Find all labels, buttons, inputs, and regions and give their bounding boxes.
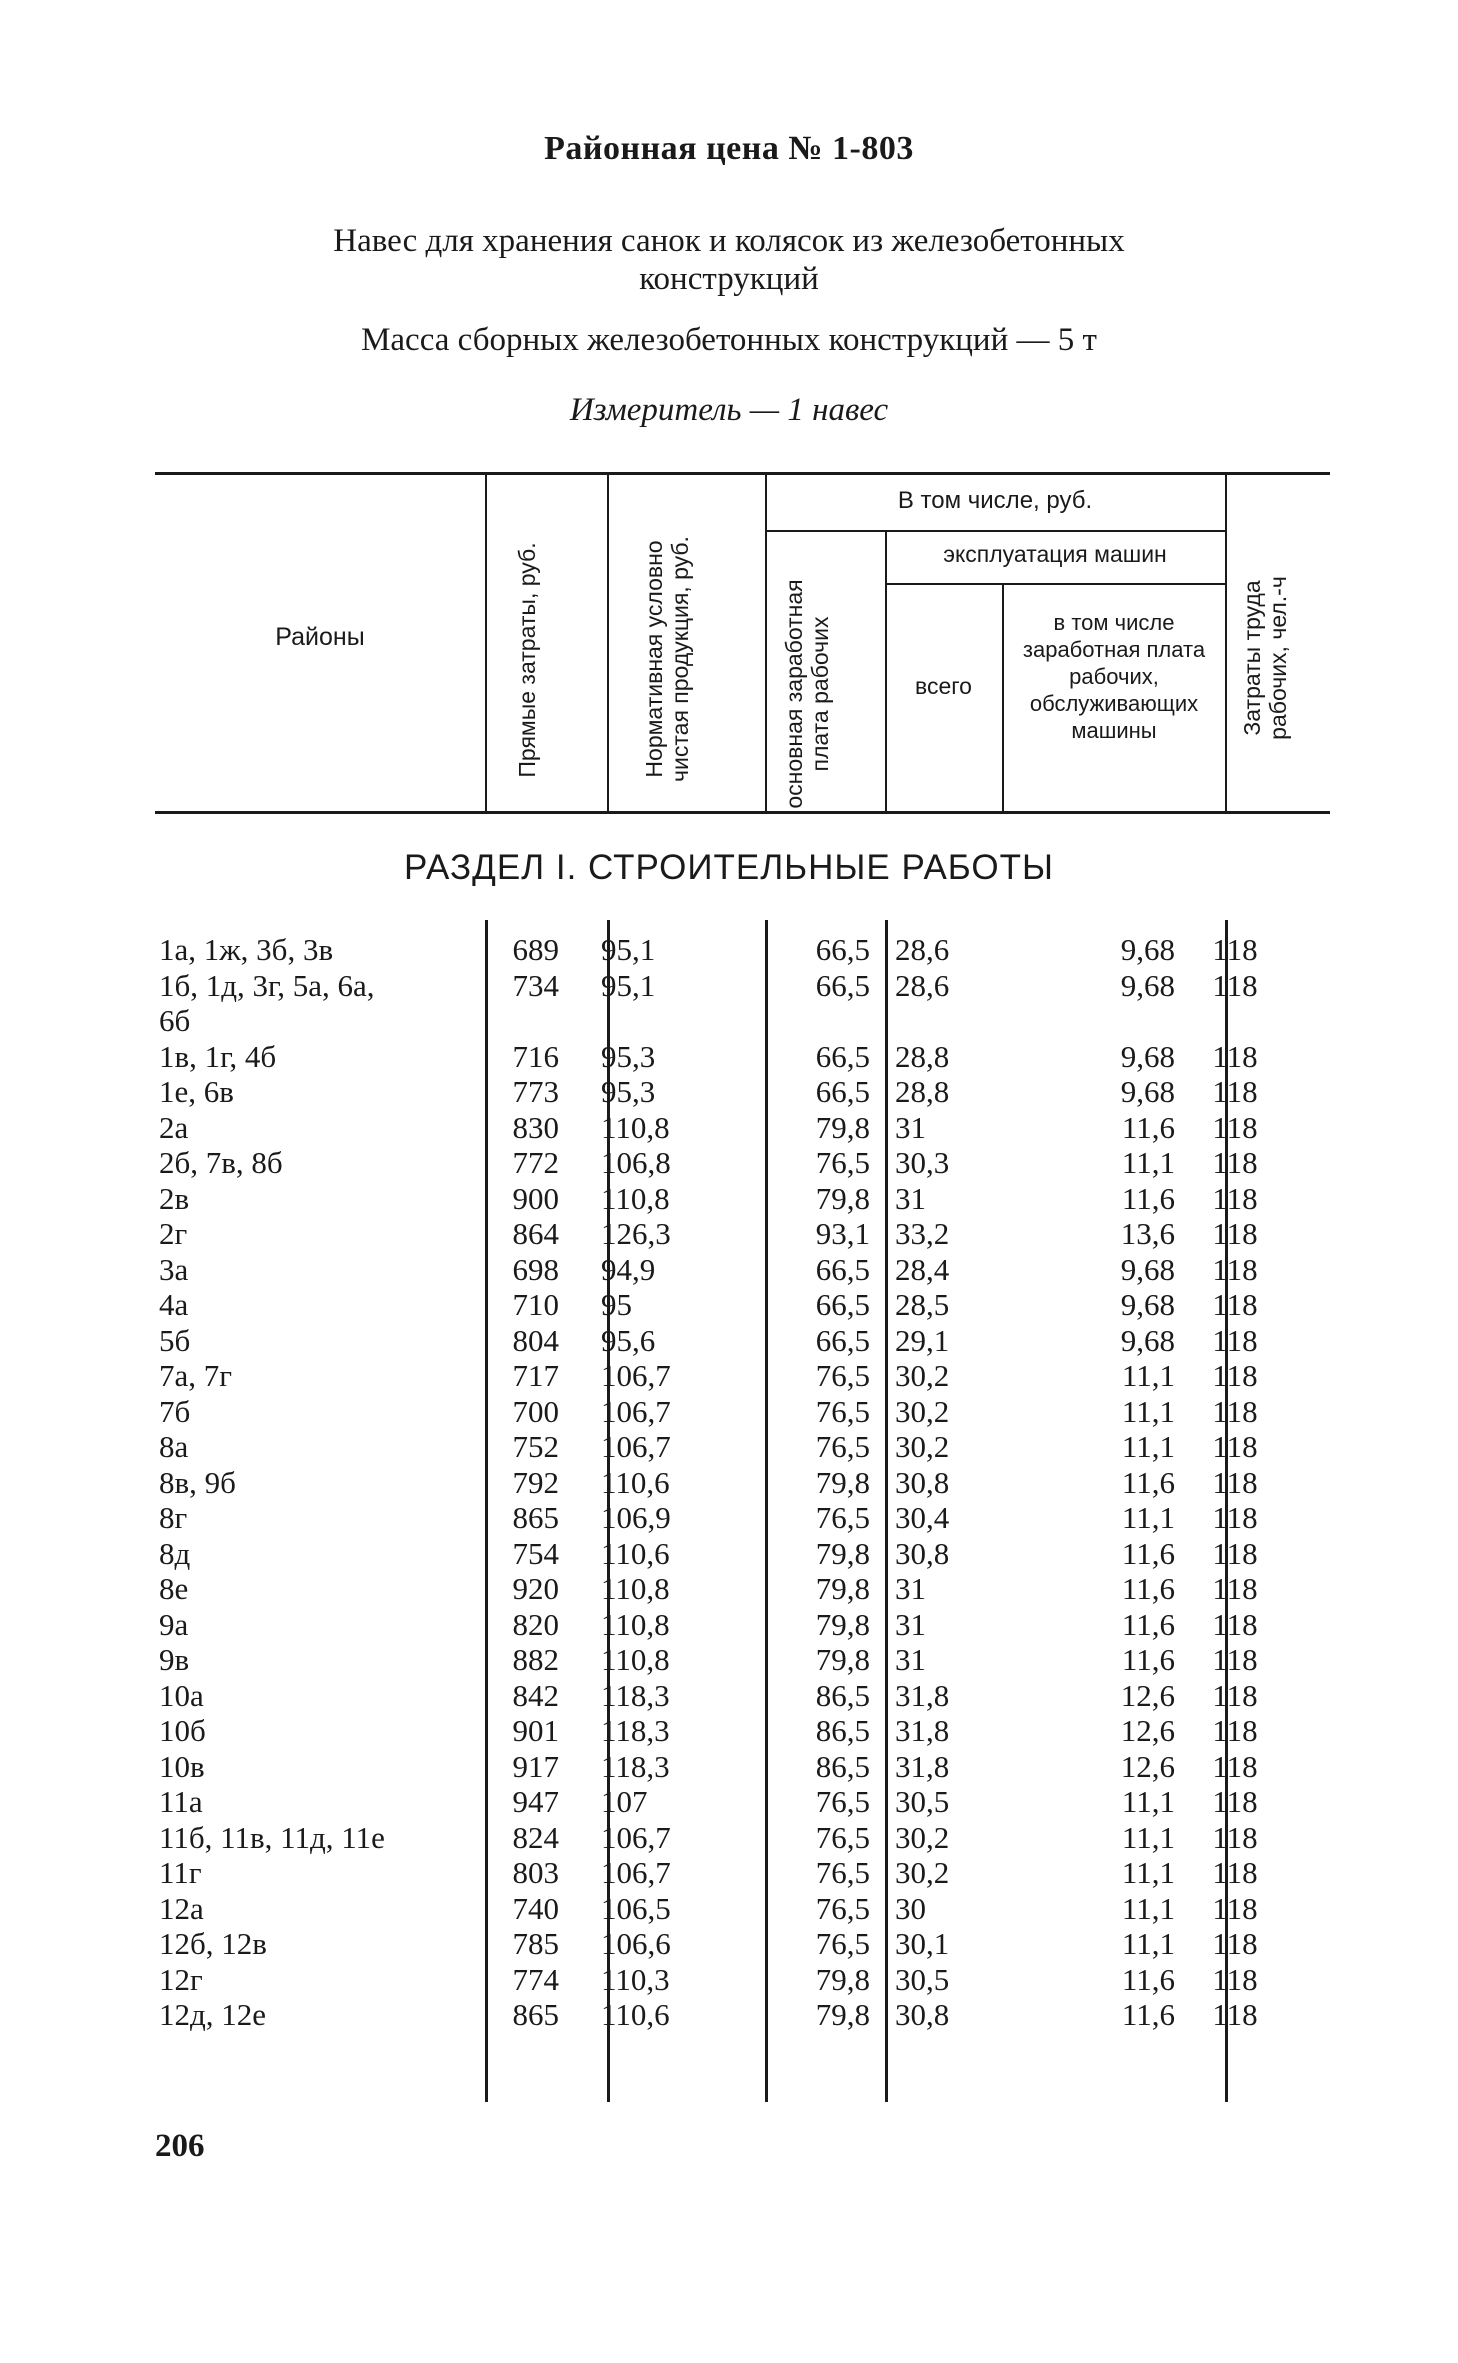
cell-district: 2г bbox=[159, 1216, 188, 1251]
cell-machine-total: 28,8 bbox=[895, 1038, 950, 1074]
cell-direct-costs: 865 bbox=[512, 1997, 559, 2032]
cell-machine-total: 31,8 bbox=[895, 1748, 950, 1784]
table-row bbox=[155, 1358, 1330, 1394]
header-including: В том числе, руб. bbox=[897, 487, 1093, 514]
cell-normative-product: 107 bbox=[601, 1784, 648, 1819]
cell-labor-costs: 118 bbox=[1212, 1926, 1258, 1961]
table-row bbox=[155, 1997, 1330, 2033]
cell-base-salary: 86,5 bbox=[815, 1748, 870, 1784]
cell-base-salary: 79,8 bbox=[815, 1180, 870, 1216]
header-total: всего bbox=[915, 673, 972, 699]
cell-machine-total: 28,5 bbox=[895, 1287, 950, 1322]
cell-machine-salary: 11,1 bbox=[1121, 1145, 1175, 1180]
cell-labor-costs: 118 bbox=[1212, 1393, 1258, 1429]
cell-normative-product: 106,8 bbox=[601, 1145, 671, 1180]
cell-labor-costs: 118 bbox=[1212, 1145, 1258, 1180]
cell-direct-costs: 752 bbox=[512, 1429, 559, 1464]
cell-district: 8е bbox=[159, 1571, 189, 1606]
cell-labor-costs: 118 bbox=[1212, 1997, 1258, 2032]
cell-direct-costs: 820 bbox=[512, 1606, 559, 1642]
cell-machine-total: 31 bbox=[895, 1571, 926, 1606]
header-divider bbox=[1225, 475, 1227, 811]
cell-machine-total: 28,4 bbox=[895, 1251, 950, 1287]
cell-base-salary: 66,5 bbox=[815, 1074, 870, 1109]
cell-district: 10а bbox=[159, 1677, 204, 1713]
table-row bbox=[155, 1110, 1330, 1146]
cell-normative-product: 106,5 bbox=[601, 1890, 671, 1926]
cell-normative-product: 106,7 bbox=[601, 1393, 671, 1429]
cell-base-salary: 86,5 bbox=[815, 1677, 870, 1713]
cell-district: 3а bbox=[159, 1251, 189, 1287]
cell-machine-total: 31,8 bbox=[895, 1677, 950, 1713]
header-machine-salary: в том числе заработная плата рабочих, обслуживающих машины bbox=[1022, 610, 1206, 743]
cell-base-salary: 79,8 bbox=[815, 1571, 870, 1606]
cell-normative-product: 126,3 bbox=[601, 1216, 671, 1251]
cell-labor-costs: 118 bbox=[1212, 1358, 1258, 1393]
cell-machine-salary: 11,1 bbox=[1121, 1890, 1175, 1926]
table-row bbox=[155, 1500, 1330, 1536]
cell-district: 8а bbox=[159, 1429, 189, 1464]
cell-machine-total: 30,2 bbox=[895, 1358, 950, 1393]
cell-normative-product: 106,7 bbox=[601, 1819, 671, 1855]
cell-normative-product: 106,9 bbox=[601, 1500, 671, 1535]
cell-labor-costs: 118 bbox=[1212, 1677, 1258, 1713]
cell-base-salary: 76,5 bbox=[815, 1393, 870, 1429]
table-row bbox=[155, 1287, 1330, 1323]
table-row bbox=[155, 1536, 1330, 1572]
cell-district: 1б, 1д, 3г, 5а, 6а, bbox=[159, 967, 375, 1003]
table-row bbox=[155, 1145, 1330, 1181]
cell-normative-product: 94,9 bbox=[601, 1251, 656, 1287]
cell-district: 8г bbox=[159, 1500, 188, 1535]
table-row bbox=[155, 1252, 1330, 1288]
cell-direct-costs: 700 bbox=[512, 1393, 559, 1429]
cell-direct-costs: 804 bbox=[512, 1322, 559, 1358]
cell-base-salary: 79,8 bbox=[815, 1997, 870, 2032]
cell-normative-product: 110,8 bbox=[601, 1642, 670, 1677]
cell-machine-salary: 9,68 bbox=[1120, 967, 1175, 1003]
table-row bbox=[155, 1855, 1330, 1891]
cell-machine-salary: 11,1 bbox=[1121, 1358, 1175, 1393]
cell-base-salary: 76,5 bbox=[815, 1890, 870, 1926]
header-divider bbox=[485, 475, 487, 811]
cell-direct-costs: 772 bbox=[512, 1145, 559, 1180]
price-table-body bbox=[155, 920, 1330, 2102]
cell-machine-salary: 11,6 bbox=[1121, 1464, 1175, 1500]
table-row bbox=[155, 968, 1330, 1004]
cell-base-salary: 66,5 bbox=[815, 1038, 870, 1074]
cell-machine-salary: 11,6 bbox=[1121, 1997, 1175, 2032]
cell-district: 2б, 7в, 8б bbox=[159, 1145, 283, 1180]
cell-direct-costs: 830 bbox=[512, 1109, 559, 1145]
cell-machine-salary: 12,6 bbox=[1120, 1677, 1175, 1713]
cell-labor-costs: 118 bbox=[1212, 1535, 1258, 1571]
cell-machine-salary: 13,6 bbox=[1120, 1216, 1175, 1251]
cell-normative-product: 110,8 bbox=[601, 1109, 670, 1145]
cell-base-salary: 79,8 bbox=[815, 1606, 870, 1642]
cell-machine-salary: 11,1 bbox=[1121, 1393, 1175, 1429]
cell-labor-costs: 118 bbox=[1212, 932, 1258, 967]
cell-district: 11а bbox=[159, 1784, 203, 1819]
cell-base-salary: 76,5 bbox=[815, 1500, 870, 1535]
cell-machine-total: 30,8 bbox=[895, 1464, 950, 1500]
cell-direct-costs: 792 bbox=[512, 1464, 559, 1500]
cell-labor-costs: 118 bbox=[1212, 1748, 1258, 1784]
cell-district: 9а bbox=[159, 1606, 189, 1642]
table-row bbox=[155, 1891, 1330, 1927]
cell-base-salary: 76,5 bbox=[815, 1784, 870, 1819]
cell-district: 5б bbox=[159, 1322, 191, 1358]
table-row bbox=[155, 1926, 1330, 1962]
cell-machine-total: 30,2 bbox=[895, 1819, 950, 1855]
cell-district: 9в bbox=[159, 1642, 190, 1677]
header-normative-product: Нормативная условно чистая продукция, руб. bbox=[641, 536, 693, 782]
cell-direct-costs: 803 bbox=[512, 1855, 559, 1890]
cell-normative-product: 106,7 bbox=[601, 1358, 671, 1393]
cell-normative-product: 110,6 bbox=[601, 1997, 670, 2032]
cell-base-salary: 76,5 bbox=[815, 1819, 870, 1855]
header-divider bbox=[607, 475, 609, 811]
cell-direct-costs: 716 bbox=[512, 1038, 559, 1074]
cell-machine-salary: 11,1 bbox=[1121, 1500, 1175, 1535]
cell-machine-total: 30,8 bbox=[895, 1997, 950, 2032]
cell-machine-salary: 9,68 bbox=[1120, 1287, 1175, 1322]
cell-machine-total: 30,5 bbox=[895, 1961, 950, 1997]
cell-machine-total: 31 bbox=[895, 1109, 926, 1145]
object-description-line-1: Навес для хранения санок и колясок из железобетонных bbox=[333, 223, 1125, 259]
cell-machine-total: 30,2 bbox=[895, 1429, 950, 1464]
cell-normative-product: 110,8 bbox=[601, 1571, 670, 1606]
cell-labor-costs: 118 bbox=[1212, 1464, 1258, 1500]
cell-machine-total: 30,2 bbox=[895, 1393, 950, 1429]
cell-district: 8в, 9б bbox=[159, 1464, 236, 1500]
cell-machine-salary: 11,1 bbox=[1121, 1819, 1175, 1855]
cell-machine-total: 28,6 bbox=[895, 932, 950, 967]
cell-district: 1в, 1г, 4б bbox=[159, 1038, 277, 1074]
cell-machine-total: 31 bbox=[895, 1606, 926, 1642]
cell-machine-salary: 11,6 bbox=[1121, 1961, 1175, 1997]
header-direct-costs: Прямые затраты, руб. bbox=[514, 542, 540, 778]
cell-machine-total: 30,1 bbox=[895, 1926, 950, 1961]
cell-direct-costs: 947 bbox=[512, 1784, 559, 1819]
cell-labor-costs: 118 bbox=[1212, 1890, 1258, 1926]
cell-machine-total: 31 bbox=[895, 1642, 926, 1677]
cell-district: 12д, 12е bbox=[159, 1997, 267, 2032]
cell-machine-total: 30,8 bbox=[895, 1535, 950, 1571]
cell-labor-costs: 118 bbox=[1212, 1322, 1258, 1358]
cell-base-salary: 79,8 bbox=[815, 1109, 870, 1145]
header-divider bbox=[765, 530, 1225, 532]
header-machine-operation: эксплуатация машин bbox=[943, 541, 1167, 567]
cell-labor-costs: 118 bbox=[1212, 1784, 1258, 1819]
cell-district: 4а bbox=[159, 1287, 189, 1322]
cell-district: 11г bbox=[159, 1855, 202, 1890]
table-row bbox=[155, 1962, 1330, 1998]
table-row bbox=[155, 1181, 1330, 1217]
cell-machine-salary: 9,68 bbox=[1120, 1074, 1175, 1109]
cell-base-salary: 66,5 bbox=[815, 932, 870, 967]
cell-labor-costs: 118 bbox=[1212, 1038, 1258, 1074]
cell-direct-costs: 842 bbox=[512, 1677, 559, 1713]
cell-labor-costs: 118 bbox=[1212, 1429, 1258, 1464]
cell-district: 2в bbox=[159, 1180, 190, 1216]
cell-machine-salary: 9,68 bbox=[1120, 932, 1175, 967]
cell-machine-total: 28,6 bbox=[895, 967, 950, 1003]
table-row bbox=[155, 1678, 1330, 1714]
cell-district: 10в bbox=[159, 1748, 205, 1784]
cell-labor-costs: 118 bbox=[1212, 1500, 1258, 1535]
cell-machine-salary: 9,68 bbox=[1120, 1038, 1175, 1074]
cell-district: 12г bbox=[159, 1961, 203, 1997]
cell-labor-costs: 118 bbox=[1212, 1819, 1258, 1855]
cell-direct-costs: 785 bbox=[512, 1926, 559, 1961]
cell-direct-costs: 900 bbox=[512, 1180, 559, 1216]
cell-machine-total: 29,1 bbox=[895, 1322, 950, 1358]
cell-direct-costs: 773 bbox=[512, 1074, 559, 1109]
cell-labor-costs: 118 bbox=[1212, 1216, 1258, 1251]
cell-direct-costs: 734 bbox=[512, 967, 559, 1003]
table-row bbox=[155, 1465, 1330, 1501]
table-row bbox=[155, 1074, 1330, 1110]
cell-normative-product: 95,3 bbox=[601, 1074, 656, 1109]
cell-direct-costs: 920 bbox=[512, 1571, 559, 1606]
cell-district: 10б bbox=[159, 1713, 206, 1748]
cell-machine-total: 30,5 bbox=[895, 1784, 950, 1819]
cell-normative-product: 106,6 bbox=[601, 1926, 671, 1961]
cell-direct-costs: 774 bbox=[512, 1961, 559, 1997]
cell-labor-costs: 118 bbox=[1212, 1606, 1258, 1642]
mass-line: Масса сборных железобетонных конструкций — 5 т bbox=[361, 322, 1097, 358]
table-row bbox=[155, 1003, 1330, 1039]
cell-normative-product: 95,1 bbox=[601, 932, 656, 967]
cell-base-salary: 66,5 bbox=[815, 967, 870, 1003]
cell-labor-costs: 118 bbox=[1212, 1287, 1258, 1322]
cell-district: 7б bbox=[159, 1393, 191, 1429]
cell-machine-total: 30,3 bbox=[895, 1145, 950, 1180]
cell-normative-product: 110,8 bbox=[601, 1606, 670, 1642]
table-row bbox=[155, 1642, 1330, 1678]
cell-base-salary: 79,8 bbox=[815, 1535, 870, 1571]
cell-labor-costs: 118 bbox=[1212, 1074, 1258, 1109]
cell-district: 8д bbox=[159, 1535, 191, 1571]
table-row bbox=[155, 1323, 1330, 1359]
cell-machine-total: 31,8 bbox=[895, 1713, 950, 1748]
cell-district: 2а bbox=[159, 1109, 189, 1145]
header-labor-costs: Затраты труда рабочих, чел.-ч bbox=[1239, 576, 1291, 740]
cell-base-salary: 76,5 bbox=[815, 1358, 870, 1393]
object-description bbox=[0, 222, 1458, 298]
cell-base-salary: 66,5 bbox=[815, 1287, 870, 1322]
cell-base-salary: 76,5 bbox=[815, 1926, 870, 1961]
cell-machine-salary: 9,68 bbox=[1120, 1251, 1175, 1287]
header-divider bbox=[885, 583, 1225, 585]
cell-machine-total: 30,2 bbox=[895, 1855, 950, 1890]
header-divider bbox=[765, 475, 767, 811]
cell-labor-costs: 118 bbox=[1212, 1642, 1258, 1677]
cell-direct-costs: 710 bbox=[512, 1287, 559, 1322]
cell-machine-total: 31 bbox=[895, 1180, 926, 1216]
table-row bbox=[155, 1749, 1330, 1785]
table-row bbox=[155, 1429, 1330, 1465]
cell-machine-salary: 11,6 bbox=[1121, 1109, 1175, 1145]
cell-normative-product: 110,3 bbox=[601, 1961, 670, 1997]
cell-normative-product: 118,3 bbox=[601, 1748, 670, 1784]
header-districts: Районы bbox=[275, 623, 365, 651]
price-title: Районная цена № 1-803 bbox=[544, 130, 914, 167]
cell-normative-product: 95 bbox=[601, 1287, 632, 1322]
object-description-line-2: конструкций bbox=[639, 261, 819, 297]
cell-district: 6б bbox=[159, 1003, 191, 1038]
cell-direct-costs: 689 bbox=[512, 932, 559, 967]
table-header bbox=[155, 472, 1330, 814]
cell-labor-costs: 118 bbox=[1212, 1961, 1258, 1997]
cell-normative-product: 106,7 bbox=[601, 1429, 671, 1464]
header-divider bbox=[1002, 585, 1004, 811]
table-row bbox=[155, 1394, 1330, 1430]
cell-direct-costs: 754 bbox=[512, 1535, 559, 1571]
cell-normative-product: 95,6 bbox=[601, 1322, 656, 1358]
cell-direct-costs: 917 bbox=[512, 1748, 559, 1784]
cell-labor-costs: 118 bbox=[1212, 1571, 1258, 1606]
cell-machine-total: 30,4 bbox=[895, 1500, 950, 1535]
table-row bbox=[155, 1713, 1330, 1749]
cell-normative-product: 118,3 bbox=[601, 1677, 670, 1713]
cell-direct-costs: 740 bbox=[512, 1890, 559, 1926]
table-row bbox=[155, 1216, 1330, 1252]
cell-normative-product: 95,1 bbox=[601, 967, 656, 1003]
header-divider bbox=[885, 531, 887, 811]
cell-machine-salary: 11,6 bbox=[1121, 1571, 1175, 1606]
cell-normative-product: 106,7 bbox=[601, 1855, 671, 1890]
cell-machine-salary: 11,1 bbox=[1121, 1855, 1175, 1890]
cell-district: 12а bbox=[159, 1890, 204, 1926]
cell-direct-costs: 882 bbox=[512, 1642, 559, 1677]
cell-machine-total: 28,8 bbox=[895, 1074, 950, 1109]
cell-direct-costs: 901 bbox=[512, 1713, 559, 1748]
cell-base-salary: 66,5 bbox=[815, 1251, 870, 1287]
cell-base-salary: 79,8 bbox=[815, 1961, 870, 1997]
cell-base-salary: 79,8 bbox=[815, 1642, 870, 1677]
cell-machine-salary: 11,6 bbox=[1121, 1606, 1175, 1642]
cell-machine-salary: 11,6 bbox=[1121, 1642, 1175, 1677]
table-row bbox=[155, 1607, 1330, 1643]
cell-labor-costs: 118 bbox=[1212, 967, 1258, 1003]
cell-machine-salary: 11,1 bbox=[1121, 1926, 1175, 1961]
cell-base-salary: 86,5 bbox=[815, 1713, 870, 1748]
cell-normative-product: 110,6 bbox=[601, 1464, 670, 1500]
cell-district: 1е, 6в bbox=[159, 1074, 234, 1109]
cell-base-salary: 76,5 bbox=[815, 1429, 870, 1464]
table-row bbox=[155, 1784, 1330, 1820]
cell-labor-costs: 118 bbox=[1212, 1855, 1258, 1890]
table-row bbox=[155, 1039, 1330, 1075]
cell-base-salary: 66,5 bbox=[815, 1322, 870, 1358]
cell-normative-product: 110,6 bbox=[601, 1535, 670, 1571]
cell-base-salary: 76,5 bbox=[815, 1145, 870, 1180]
measure-line: Измеритель — 1 навес bbox=[569, 392, 889, 428]
cell-machine-salary: 9,68 bbox=[1120, 1322, 1175, 1358]
table-row bbox=[155, 932, 1330, 968]
cell-machine-salary: 12,6 bbox=[1120, 1713, 1175, 1748]
cell-normative-product: 95,3 bbox=[601, 1038, 656, 1074]
cell-labor-costs: 118 bbox=[1212, 1251, 1258, 1287]
table-row bbox=[155, 1571, 1330, 1607]
cell-machine-salary: 11,6 bbox=[1121, 1180, 1175, 1216]
cell-district: 12б, 12в bbox=[159, 1926, 267, 1961]
cell-direct-costs: 824 bbox=[512, 1819, 559, 1855]
cell-machine-salary: 11,1 bbox=[1121, 1429, 1175, 1464]
cell-machine-total: 30 bbox=[895, 1890, 926, 1926]
cell-direct-costs: 698 bbox=[512, 1251, 559, 1287]
cell-machine-salary: 11,1 bbox=[1121, 1784, 1175, 1819]
cell-direct-costs: 717 bbox=[512, 1358, 559, 1393]
cell-machine-total: 33,2 bbox=[895, 1216, 950, 1251]
cell-normative-product: 110,8 bbox=[601, 1180, 670, 1216]
cell-machine-salary: 12,6 bbox=[1120, 1748, 1175, 1784]
cell-normative-product: 118,3 bbox=[601, 1713, 670, 1748]
cell-base-salary: 93,1 bbox=[815, 1216, 870, 1251]
table-row bbox=[155, 1820, 1330, 1856]
cell-labor-costs: 118 bbox=[1212, 1109, 1258, 1145]
cell-machine-salary: 11,6 bbox=[1121, 1535, 1175, 1571]
cell-base-salary: 76,5 bbox=[815, 1855, 870, 1890]
page-number: 206 bbox=[155, 2128, 205, 2164]
cell-labor-costs: 118 bbox=[1212, 1180, 1258, 1216]
cell-direct-costs: 865 bbox=[512, 1500, 559, 1535]
cell-district: 1а, 1ж, 3б, 3в bbox=[159, 932, 334, 967]
section-title: РАЗДЕЛ I. СТРОИТЕЛЬНЫЕ РАБОТЫ bbox=[404, 848, 1054, 887]
cell-district: 11б, 11в, 11д, 11е bbox=[159, 1819, 385, 1855]
header-base-salary: основная заработная плата рабочих bbox=[781, 579, 833, 809]
cell-base-salary: 79,8 bbox=[815, 1464, 870, 1500]
cell-labor-costs: 118 bbox=[1212, 1713, 1258, 1748]
cell-direct-costs: 864 bbox=[512, 1216, 559, 1251]
cell-district: 7а, 7г bbox=[159, 1358, 232, 1393]
